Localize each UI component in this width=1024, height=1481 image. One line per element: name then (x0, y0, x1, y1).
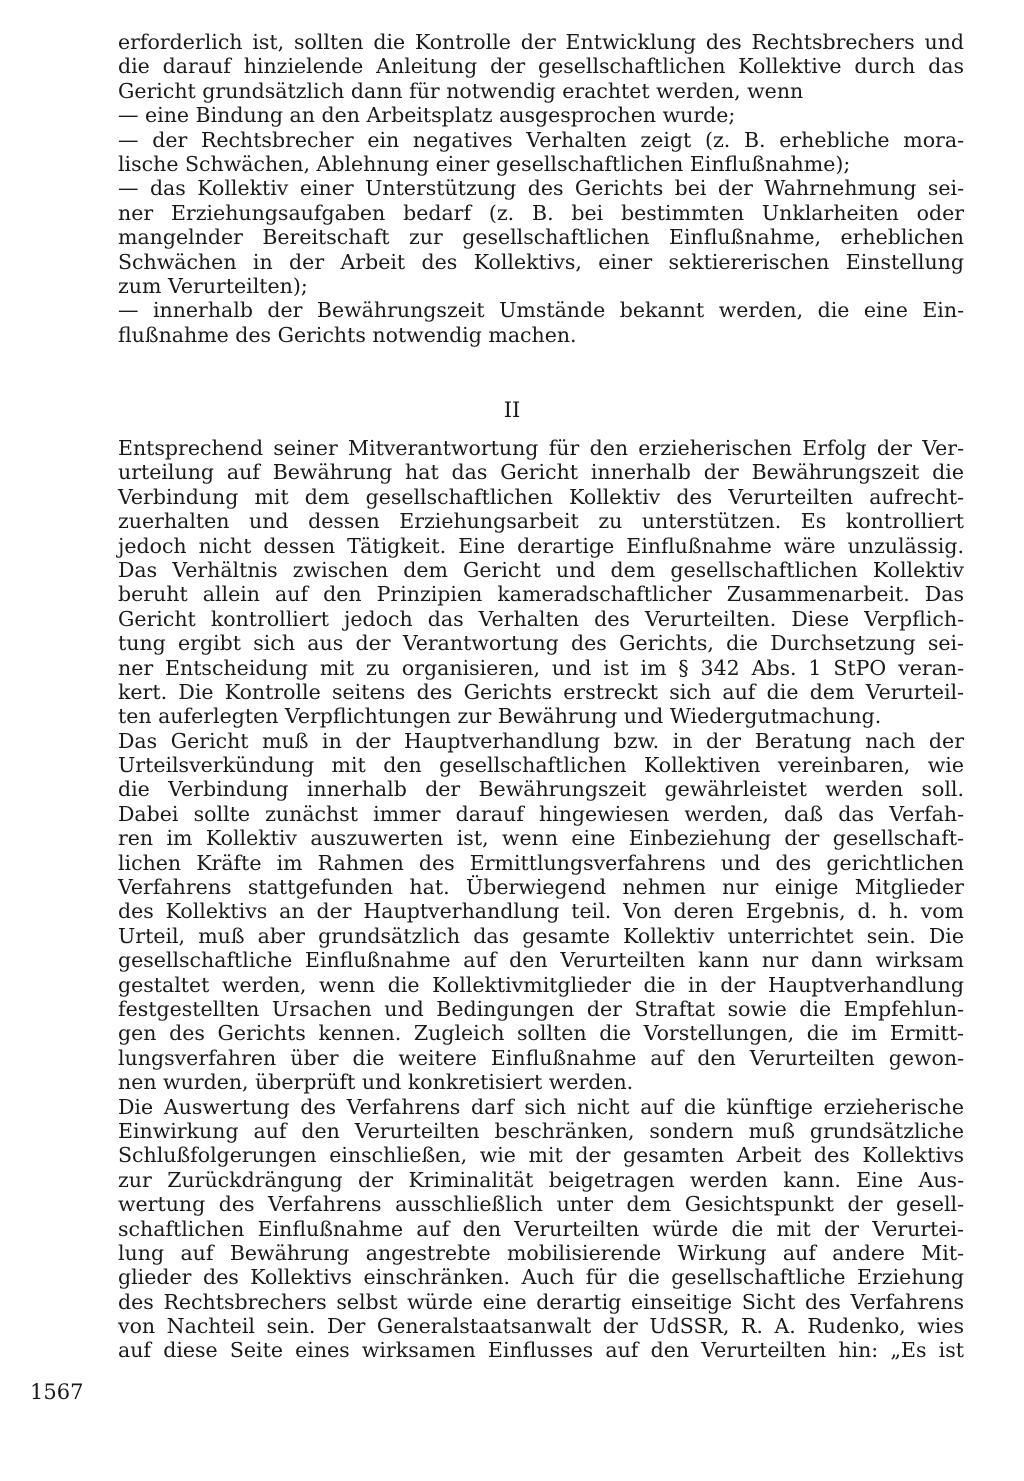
body-paragraph-line: Die Auswertung des Verfahrens darf sich nicht auf die künftige erzieherische (118, 1094, 964, 1119)
section-heading: II (503, 398, 521, 422)
bullet-item-line: — der Rechtsbrecher ein negatives Verhalten zeigt (z. B. erhebliche mora- (118, 127, 964, 152)
body-paragraph-line: Schlußfolgerungen einschließen, wie mit der gesamten Arbeit des Kollektivs (118, 1143, 964, 1168)
body-paragraph-line: ner Entscheidung mit zu organisieren, und ist im § 342 Abs. 1 StPO veran- (118, 655, 964, 680)
body-paragraph-line: lungsverfahren über die weitere Einflußnahme auf den Verurteilten gewon- (118, 1045, 964, 1070)
bullet-item-line: Schwächen in der Arbeit des Kollektivs, einer sektiererischen Einstellung (118, 249, 964, 274)
body-paragraph-line: Urteil, muß aber grundsätzlich das gesamte Kollektiv unterrichtet sein. Die (118, 923, 964, 948)
body-paragraph-line: Urteilsverkündung mit den gesellschaftlichen Kollektiven vereinbaren, wie (118, 753, 964, 778)
body-paragraph-line: Dabei sollte zunächst immer darauf hingewiesen werden, daß das Verfah- (118, 801, 964, 826)
body-paragraph-line: ren im Kollektiv auszuwerten ist, wenn eine Einbeziehung der gesellschaft- (118, 826, 964, 851)
intro-paragraph-line: Gericht grundsätzlich dann für notwendig erachtet werden, wenn (118, 78, 804, 103)
body-paragraph-line: Gericht kontrolliert jedoch das Verhalten des Verurteilten. Diese Verpflich- (118, 606, 964, 631)
body-paragraph-line: des Kollektivs an der Hauptverhandlung teil. Von deren Ergebnis, d. h. vom (118, 899, 964, 924)
body-paragraph-line: beruht allein auf den Prinzipien kameradschaftlicher Zusammenarbeit. Das (118, 582, 964, 607)
body-paragraph-line: gen des Gerichts kennen. Zugleich sollten die Vorstellungen, die im Ermitt- (118, 1021, 964, 1046)
section-2-text-block (118, 436, 964, 1363)
body-paragraph-line: Verbindung mit dem gesellschaftlichen Kollektiv des Verurteilten aufrecht- (118, 484, 964, 509)
bullet-item-line: zum Verurteilten); (118, 273, 308, 298)
body-paragraph-line: Einwirkung auf den Verurteilten beschränken, sondern muß grundsätzliche (118, 1118, 964, 1143)
body-paragraph-line: tung ergibt sich aus der Verantwortung des Gerichts, die Durchsetzung sei- (118, 631, 964, 656)
body-paragraph-line: zuerhalten und dessen Erziehungsarbeit zu unterstützen. Es kontrolliert (118, 509, 964, 534)
body-paragraph-line: Das Gericht muß in der Hauptverhandlung bzw. in der Beratung nach der (118, 728, 964, 753)
body-paragraph-line: gestaltet werden, wenn die Kollektivmitglieder die in der Hauptverhandlung (118, 972, 964, 997)
body-paragraph-line: schaftlichen Einflußnahme auf den Verurteilten würde die mit der Verurtei- (118, 1216, 964, 1241)
body-paragraph-line: Entsprechend seiner Mitverantwortung für den erzieherischen Erfolg der Ver- (118, 436, 964, 460)
body-paragraph-line: wertung des Verfahrens ausschließlich unter dem Gesichtspunkt der gesell- (118, 1192, 964, 1217)
bullet-item-line: ner Erziehungsaufgaben bedarf (z. B. bei bestimmten Unklarheiten oder (118, 200, 964, 225)
bullet-item-line: mangelnder Bereitschaft zur gesellschaftlichen Einflußnahme, erheblichen (118, 225, 964, 250)
body-paragraph-line: jedoch nicht dessen Tätigkeit. Eine derartige Einflußnahme wäre unzulässig. (118, 533, 964, 558)
page-number: 1567 (30, 1380, 84, 1404)
body-paragraph-line: die Verbindung innerhalb der Bewährungszeit gewährleistet werden soll. (118, 777, 964, 802)
body-paragraph-line: festgestellten Ursachen und Bedingungen der Straftat sowie die Empfehlun- (118, 996, 964, 1021)
body-paragraph-line: nen wurden, überprüft und konkretisiert werden. (118, 1070, 634, 1095)
bullet-item-line: lische Schwächen, Ablehnung einer gesellschaftlichen Einflußnahme); (118, 151, 851, 176)
body-paragraph-line: auf diese Seite eines wirksamen Einflusses auf den Verurteilten hin: „Es ist (118, 1338, 964, 1363)
intro-text-block (118, 30, 964, 347)
body-paragraph-line: lung auf Bewährung angestrebte mobilisierende Wirkung auf andere Mit- (118, 1240, 964, 1265)
bullet-item-line: flußnahme des Gerichts notwendig machen. (118, 322, 577, 347)
body-paragraph-line: von Nachteil sein. Der Generalstaatsanwalt der UdSSR, R. A. Rudenko, wies (118, 1314, 964, 1339)
body-paragraph-line: zur Zurückdrängung der Kriminalität beigetragen werden kann. Eine Aus- (118, 1167, 964, 1192)
bullet-item-line: — das Kollektiv einer Unterstützung des Gerichts bei der Wahrnehmung sei- (118, 176, 964, 201)
intro-paragraph-line: die darauf hinzielende Anleitung der gesellschaftlichen Kollektive durch das (118, 54, 964, 79)
bullet-item-line: — eine Bindung an den Arbeitsplatz ausgesprochen wurde; (118, 103, 736, 128)
body-paragraph-line: gesellschaftliche Einflußnahme auf den Verurteilten kann nur dann wirksam (118, 948, 964, 973)
body-paragraph-line: Das Verhältnis zwischen dem Gericht und dem gesellschaftlichen Kollektiv (118, 557, 964, 582)
body-paragraph-line: glieder des Kollektivs einschränken. Auch für die gesellschaftliche Erziehung (118, 1265, 964, 1290)
body-paragraph-line: des Rechtsbrechers selbst würde eine derartig einseitige Sicht des Verfahrens (118, 1289, 964, 1314)
bullet-item-line: — innerhalb der Bewährungszeit Umstände bekannt werden, die eine Ein- (118, 298, 964, 323)
body-paragraph-line: ten auferlegten Verpflichtungen zur Bewährung und Wiedergutmachung. (118, 704, 882, 729)
body-paragraph-line: lichen Kräfte im Rahmen des Ermittlungsverfahrens und des gerichtlichen (118, 850, 964, 875)
body-paragraph-line: urteilung auf Bewährung hat das Gericht innerhalb der Bewährungszeit die (118, 460, 964, 485)
body-paragraph-line: kert. Die Kontrolle seitens des Gerichts erstreckt sich auf die dem Verurteil- (118, 679, 964, 704)
intro-paragraph-line: erforderlich ist, sollten die Kontrolle der Entwicklung des Rechtsbrechers und (118, 30, 964, 54)
body-paragraph-line: Verfahrens stattgefunden hat. Überwiegend nehmen nur einige Mitglieder (118, 875, 964, 900)
